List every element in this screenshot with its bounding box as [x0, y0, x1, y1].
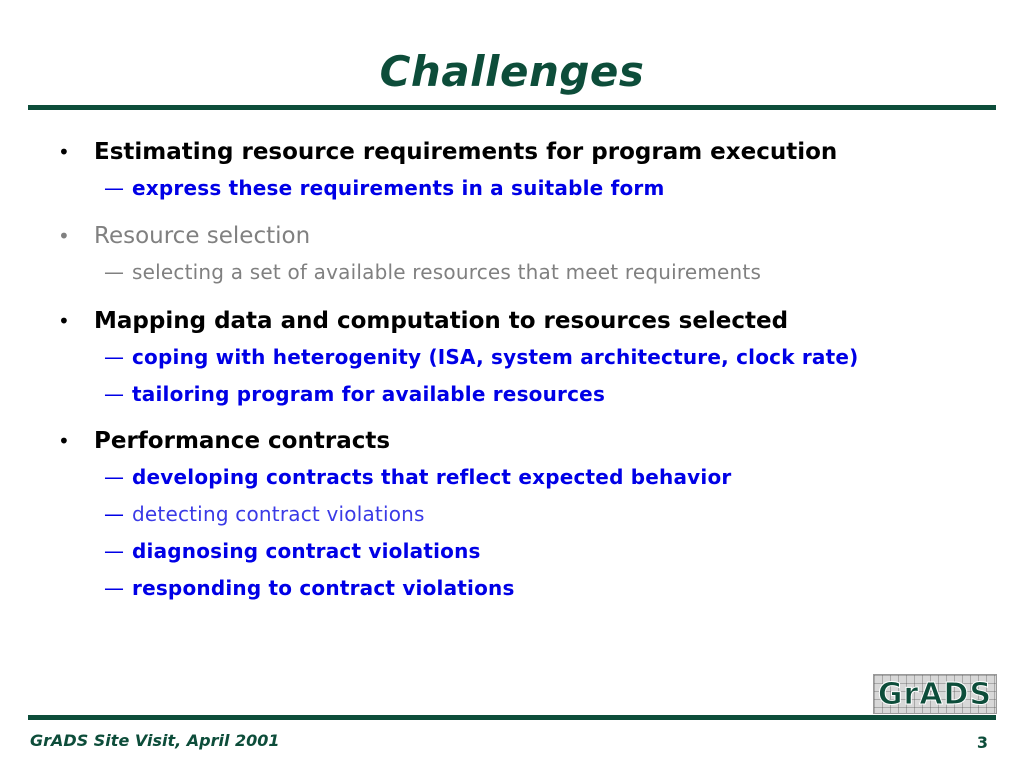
bullet-marker: • [58, 309, 70, 333]
bullet-item [58, 305, 788, 337]
sub-bullet-text: detecting contract violations [132, 502, 425, 526]
top-divider [28, 105, 996, 110]
sub-bullet-item [104, 258, 761, 286]
bullet-marker: • [58, 140, 70, 164]
sub-bullet-item [104, 500, 425, 528]
logo-text: GrADS [877, 676, 993, 712]
sub-bullet-marker: — [104, 176, 124, 200]
sub-bullet-text: selecting a set of available resources that meet requirements [132, 260, 762, 284]
sub-bullet-text: responding to contract violations [132, 576, 515, 600]
sub-bullet-text: tailoring program for available resources [132, 382, 606, 406]
bullet-text: Estimating resource requirements for program execution [94, 139, 838, 165]
sub-bullet-marker: — [104, 465, 124, 489]
sub-bullet-text: express these requirements in a suitable form [132, 176, 665, 200]
bottom-divider [28, 715, 996, 720]
sub-bullet-item [104, 174, 665, 202]
sub-bullet-item [104, 537, 481, 565]
bullet-item [58, 425, 390, 457]
page-number: 3 [976, 733, 988, 752]
sub-bullet-text: developing contracts that reflect expected behavior [132, 465, 732, 489]
bullet-text: Resource selection [94, 223, 311, 249]
footer-caption: GrADS Site Visit, April 2001 [30, 731, 280, 750]
sub-bullet-item [104, 380, 605, 408]
grads-logo [873, 674, 997, 714]
sub-bullet-item [104, 574, 515, 602]
bullet-item [58, 136, 837, 168]
sub-bullet-marker: — [104, 345, 124, 369]
bullet-text: Mapping data and computation to resources selected [94, 308, 789, 334]
sub-bullet-marker: — [104, 576, 124, 600]
bullet-marker: • [58, 429, 70, 453]
sub-bullet-text: coping with heterogenity (ISA, system architecture, clock rate) [132, 345, 859, 369]
bullet-item [58, 220, 310, 252]
bullet-marker: • [58, 224, 70, 248]
bullet-text: Performance contracts [94, 428, 391, 454]
sub-bullet-text: diagnosing contract violations [132, 539, 481, 563]
sub-bullet-marker: — [104, 502, 124, 526]
slide-title: Challenges [379, 47, 645, 96]
sub-bullet-item [104, 343, 859, 371]
sub-bullet-item [104, 463, 731, 491]
sub-bullet-marker: — [104, 382, 124, 406]
sub-bullet-marker: — [104, 260, 124, 284]
sub-bullet-marker: — [104, 539, 124, 563]
